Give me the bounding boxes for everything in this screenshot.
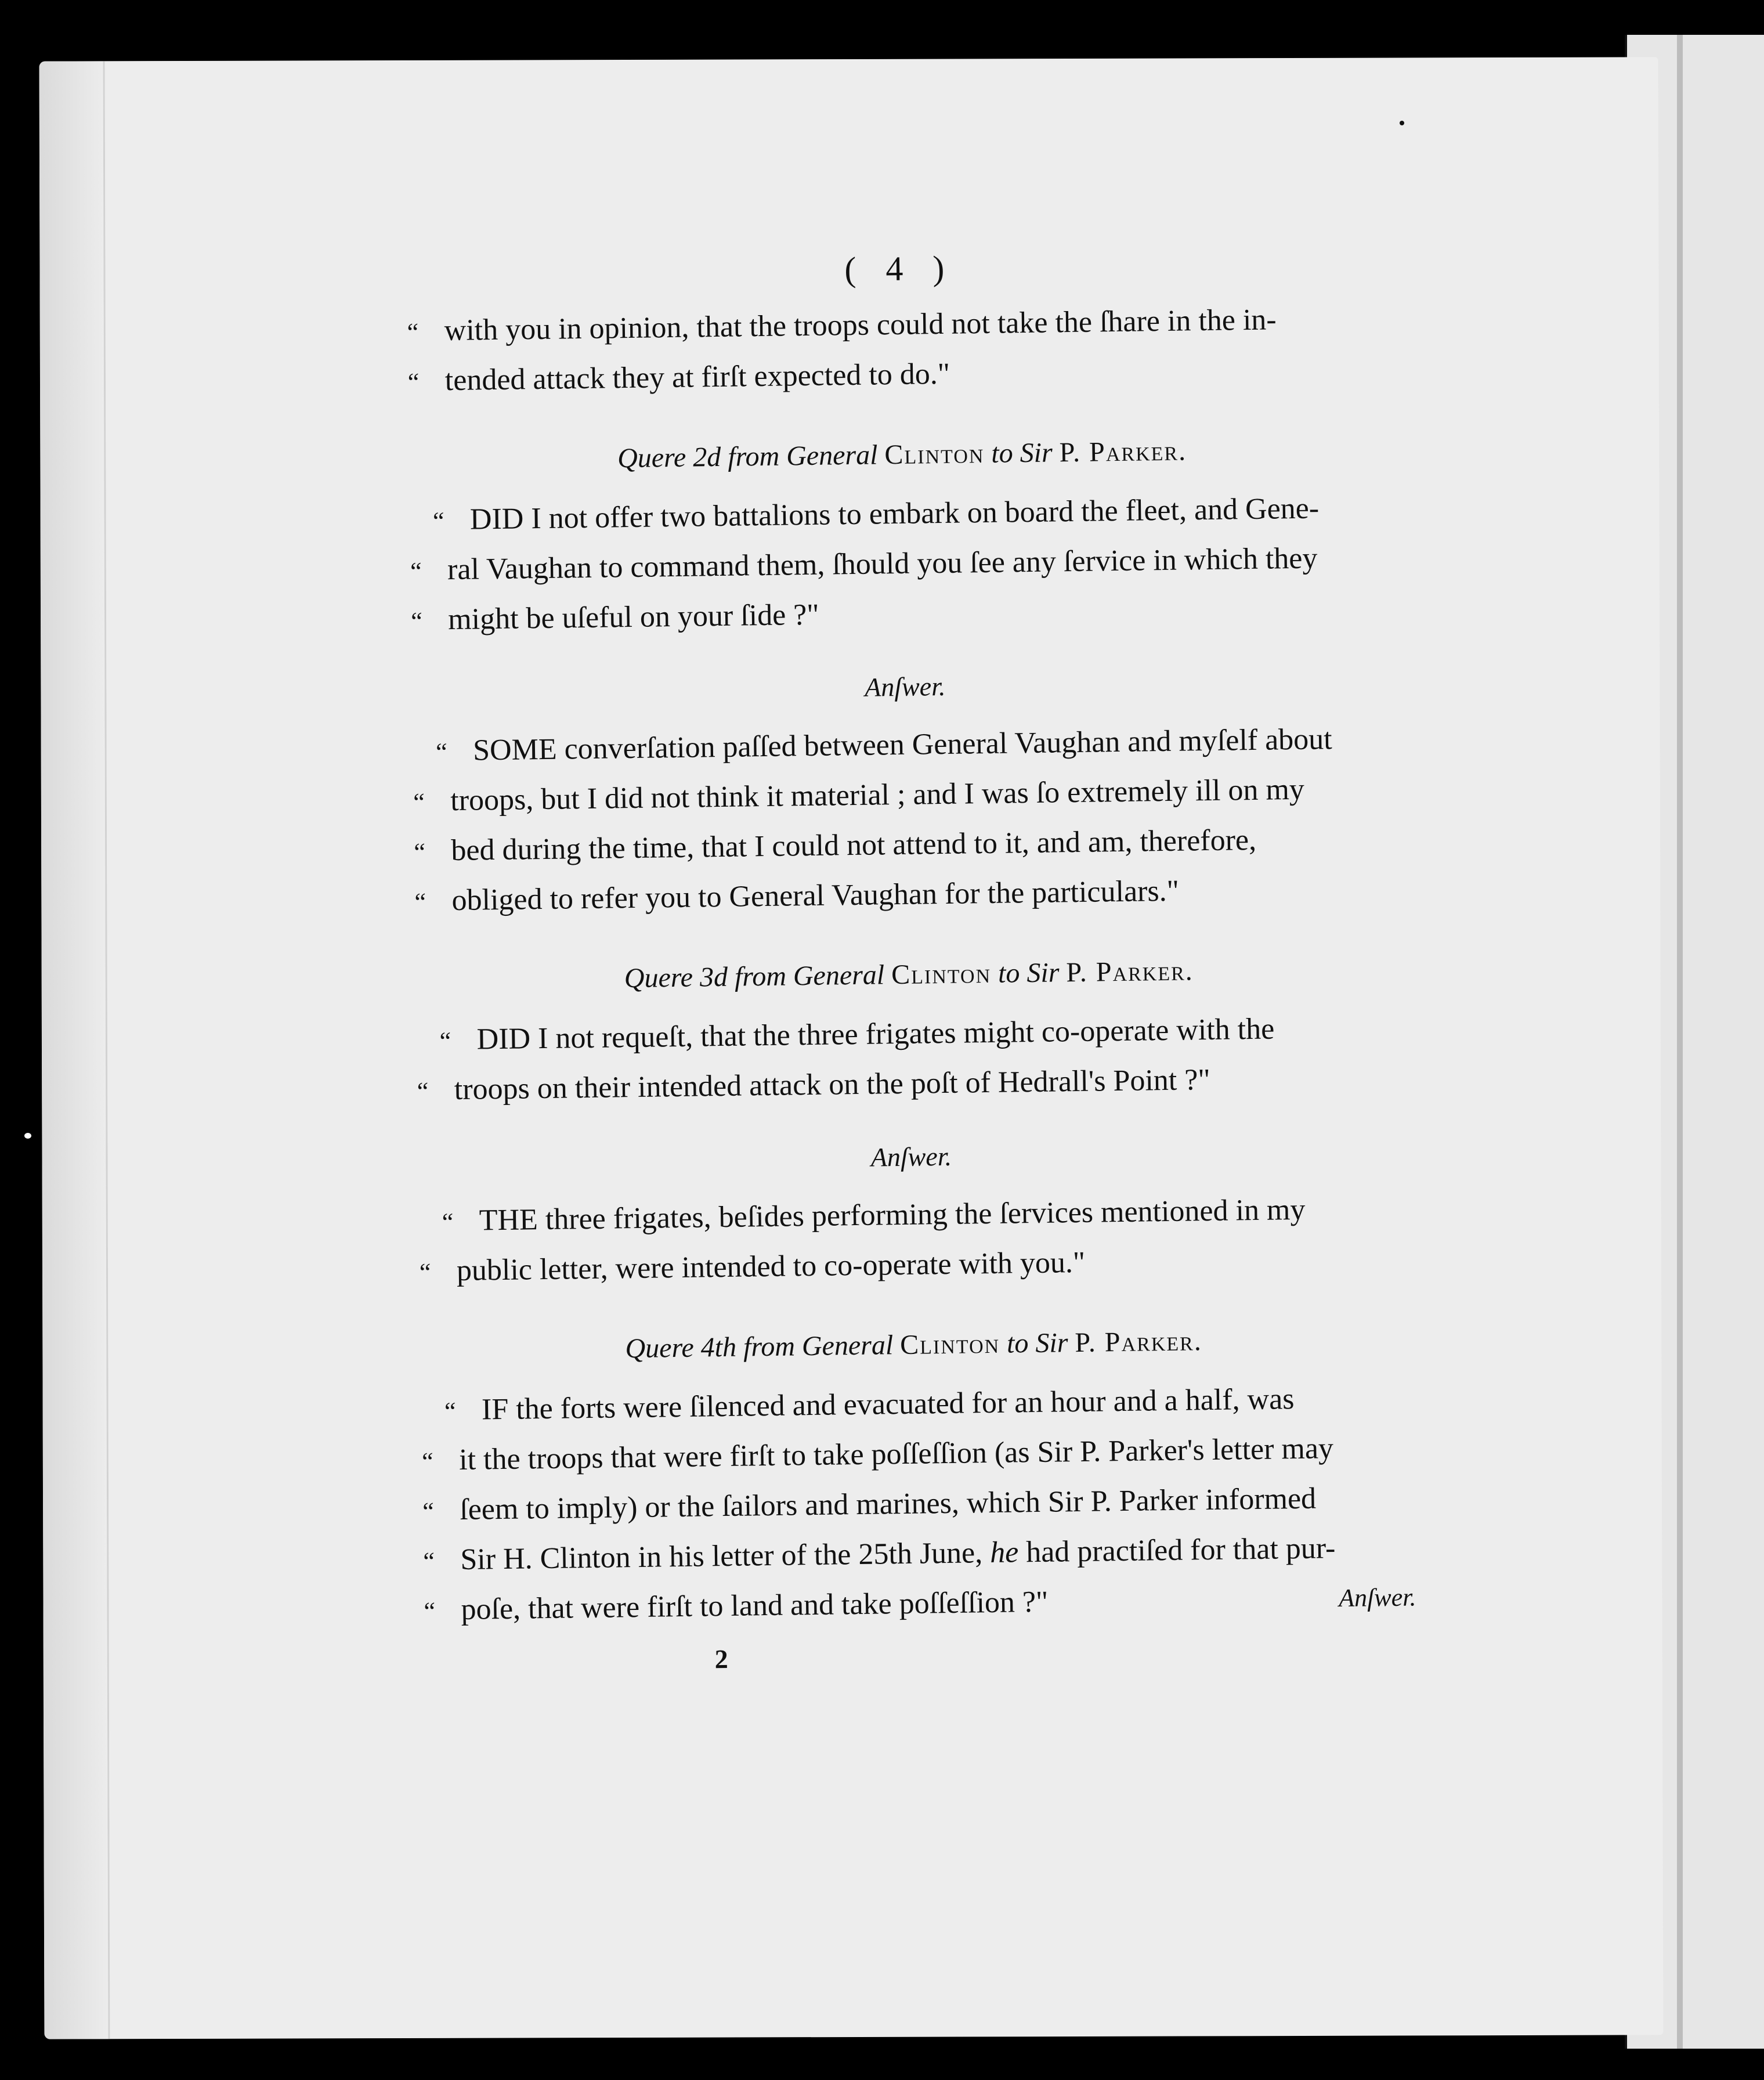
quote-mark: “ xyxy=(432,507,444,536)
quote-mark: “ xyxy=(422,1497,435,1526)
line-text: ſeem to imply) or the ſailors and marines, which Sir P. Parker informed xyxy=(459,1482,1317,1526)
line-text: troops, but I did not think it material ; and I was ſo extremely ill on my xyxy=(450,772,1305,818)
quote-mark: “ xyxy=(417,1077,429,1106)
line-text: tended attack they at firſt expected to do." xyxy=(444,357,950,398)
adjacent-page-shadow xyxy=(1677,35,1683,2049)
signature-mark: 2 xyxy=(714,1644,729,1674)
emphasis-word: he xyxy=(989,1536,1019,1570)
quote-mark: “ xyxy=(423,1547,435,1576)
line-text: DID I not offer two battalions to embark on board the fleet, and Gene- xyxy=(469,492,1320,536)
quote-mark: “ xyxy=(419,1258,431,1287)
to-label: to Sir xyxy=(997,957,1060,989)
line-text: might be uſeful on your ſide ?" xyxy=(447,598,819,637)
quere-label: Quere 3d xyxy=(624,961,728,994)
line-text: Sir H. Clinton in his letter of the 25th June, xyxy=(460,1536,983,1576)
line-text: DID I not requeſt, that the three frigates might co-operate with the xyxy=(476,1012,1275,1056)
line-text: it the troops that were firſt to take poſſeſſion (as Sir P. Parker's letter may xyxy=(458,1432,1334,1476)
quote-mark: “ xyxy=(444,1397,456,1426)
quere-heading xyxy=(409,424,1396,486)
quote-mark: “ xyxy=(424,1597,436,1626)
scan-speck xyxy=(24,1133,31,1139)
quote-mark: “ xyxy=(410,606,423,635)
quere-heading xyxy=(420,1315,1407,1376)
person-name: P. Parker. xyxy=(1066,955,1194,988)
quere-heading xyxy=(415,944,1402,1006)
line-text: bed during the time, that I could not attend to it, and am, therefore, xyxy=(451,823,1257,868)
quote-mark: “ xyxy=(414,887,426,916)
quote-mark: “ xyxy=(439,1027,451,1056)
scan-speck xyxy=(1400,121,1404,125)
person-name: Clinton xyxy=(899,1328,1000,1361)
line-text: troops on their intended attack on the poſt of Hedrall's Point ?" xyxy=(454,1063,1210,1107)
quote-mark: “ xyxy=(421,1447,434,1476)
line-text: public letter, were intended to co-operate with you." xyxy=(456,1245,1086,1288)
answer-label: Anſwer. xyxy=(864,671,946,702)
quote-mark: “ xyxy=(435,738,448,767)
line-text: IF the forts were ſilenced and evacuated for an hour and a half, was xyxy=(481,1382,1295,1427)
to-label: to Sir xyxy=(991,437,1053,469)
answer-label: Anſwer. xyxy=(870,1141,952,1172)
quote-mark: “ xyxy=(442,1208,454,1237)
line-text: THE three frigates, beſides performing the ſervices mentioned in my xyxy=(479,1193,1306,1237)
from-label: from General xyxy=(743,1330,894,1363)
page-text xyxy=(406,243,1416,1685)
page-binding-edge xyxy=(39,61,110,2039)
line-text: had practiſed for that pur- xyxy=(1025,1532,1336,1569)
person-name: Clinton xyxy=(891,958,992,991)
from-label: from General xyxy=(727,439,878,472)
line-text: ral Vaughan to command them, ſhould you ſee any ſervice in which they xyxy=(447,541,1318,587)
quote-mark: “ xyxy=(407,367,420,396)
line-text: obliged to refer you to General Vaughan for the particulars." xyxy=(451,874,1180,918)
person-name: P. Parker. xyxy=(1059,435,1187,468)
line-text: SOME converſation paſſed between General Vaughan and myſelf about xyxy=(472,723,1333,767)
person-name: Clinton xyxy=(884,438,985,471)
quere-label: Quere 2d xyxy=(617,441,721,474)
line-text: poſe, that were firſt to land and take poſſeſſion ?" xyxy=(461,1585,1049,1626)
quote-mark: “ xyxy=(414,837,426,866)
quote-mark: “ xyxy=(407,317,419,346)
quote-mark: “ xyxy=(410,557,422,586)
from-label: from General xyxy=(734,959,885,992)
catchword: Anſwer. xyxy=(1338,1583,1416,1613)
page-number: ( 4 ) xyxy=(844,248,955,289)
quote-mark: “ xyxy=(413,788,425,817)
to-label: to Sir xyxy=(1006,1327,1068,1359)
quere-label: Quere 4th xyxy=(625,1331,737,1364)
person-name: P. Parker. xyxy=(1075,1326,1203,1359)
line-text: with you in opinion, that the troops could not take the ſhare in the in- xyxy=(444,303,1277,348)
